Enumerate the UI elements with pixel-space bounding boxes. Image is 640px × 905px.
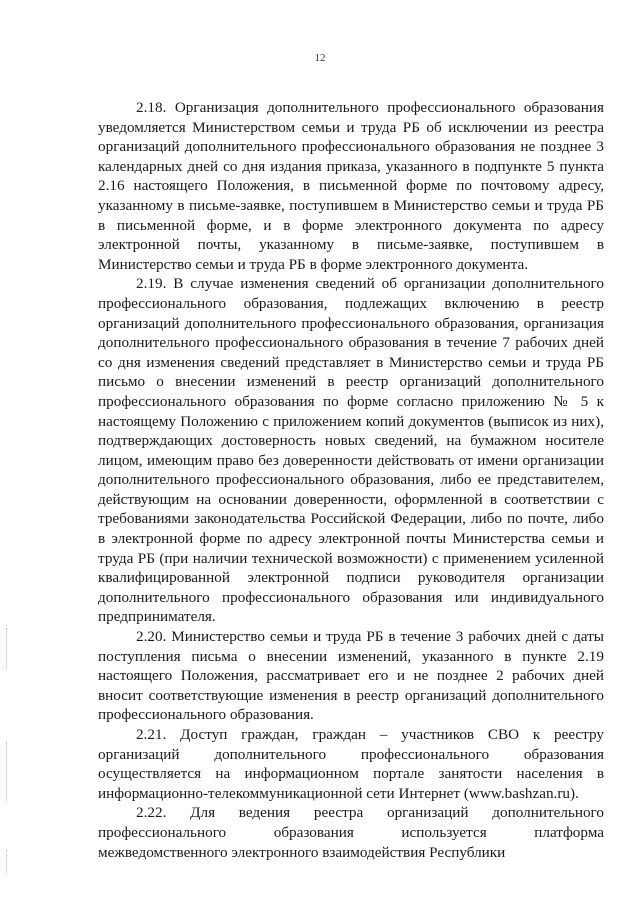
scan-edge-mark	[6, 628, 8, 668]
paragraph-2-19: 2.19. В случае изменения сведений об организации дополнительного профессионального образования, подлежащих включению в реестр организаций дополнительного профессионального образования, организация дополнительного профессионального образования в течение 7 рабочих дней со дня изменения сведений представляет в Министерство семьи и труда РБ письмо о внесении изменений в реестр организаций дополнительного профессионального образования по форме согласно приложению № 5 к настоящему Положению с приложением копий документов (выписок из них), подтверждающих достоверность новых сведений, на бумажном носителе лицом, имеющим право без доверенности действовать от имени организации дополнительного профессионального образования, либо ее представителем, действующим на основании доверенности, оформленной в соответствии с требованиями законодательства Российской Федерации, либо по почте, либо в электронной форме по адресу электронной почты Министерства семьи и труда РБ (при наличии технической возможности) с применением усиленной квалифицированной электронной подписи руководителя организации дополнительного профессионального образования или индивидуального предпринимателя.	[98, 275, 604, 626]
paragraph-2-21: 2.21. Доступ граждан, граждан – участников СВО к реестру организаций дополнительного профессионального образования осуществляется на информационном портале занятости населения в информационно-телекоммуникационной сети Интернет (www.bashzan.ru).	[98, 726, 604, 802]
paragraph-2-18: 2.18. Организация дополнительного профессионального образования уведомляется Министерством семьи и труда РБ об исключении из реестра организаций дополнительного профессионального образования не позднее 3 календарных дней со дня издания приказа, указанного в подпункте 5 пункта 2.16 настоящего Положения, в письменной форме по почтовому адресу, указанному в письме-заявке, поступившем в Министерство семьи и труда РБ в письменной форме, и в форме электронного документа по адресу электронной почты, указанному в письме-заявке, поступившем в Министерство семьи и труда РБ в форме электронного документа.	[98, 99, 604, 273]
paragraph-2-20: 2.20. Министерство семьи и труда РБ в течение 3 рабочих дней с даты поступления письма о внесении изменений, указанного в пункте 2.19 настоящего Положения, рассматривает его и не позднее 2 рабочих дней вносит соответствующие изменения в реестр организаций дополнительного профессионального образования.	[98, 628, 604, 724]
scan-edge-mark	[6, 850, 8, 874]
scan-edge-mark	[6, 742, 8, 802]
document-body	[98, 98, 604, 862]
page-number: 12	[314, 52, 326, 64]
paragraph-2-22: 2.22. Для ведения реестра организаций дополнительного профессионального образования используется платформа межведомственного электронного взаимодействия Республики	[98, 804, 604, 861]
